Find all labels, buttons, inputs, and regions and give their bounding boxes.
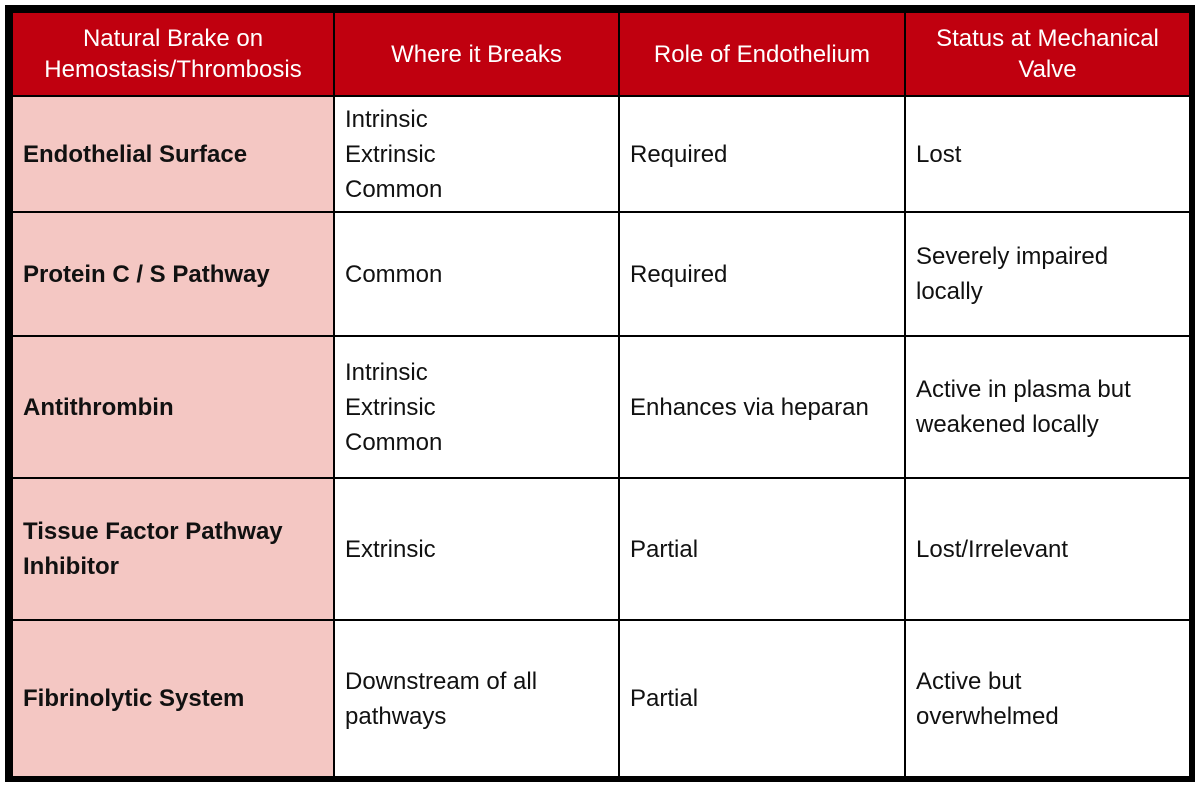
cell-text-line: Lost/Irrelevant (916, 535, 1069, 563)
cell-role (619, 336, 905, 478)
cell-text-line: Protein C / S Pathway (23, 260, 270, 288)
cell-where (334, 336, 619, 478)
cell-text-line: Endothelial Surface (23, 140, 248, 168)
header-text-line: Where it Breaks (391, 40, 562, 68)
header-text-line: Role of Endothelium (653, 40, 871, 68)
cell-status (905, 478, 1190, 620)
cell-where (334, 478, 619, 620)
cell-text-line: Active in plasma but (916, 376, 1131, 403)
cell-text-line: Required (630, 260, 728, 288)
cell-text-line: Severely impaired (916, 243, 1109, 270)
cell-where (334, 620, 619, 777)
cell-text-line: Fibrinolytic System (23, 685, 245, 712)
cell-role (619, 212, 905, 336)
cell-text-line: Extrinsic (345, 535, 436, 563)
cell-text-line: Enhances via heparan (630, 393, 869, 421)
cell-text-line: Intrinsic (345, 105, 428, 133)
cell-text-line: Antithrombin (23, 393, 174, 421)
table-row (12, 336, 1190, 478)
cell-text-line: Common (345, 175, 443, 203)
cell-text-line: Intrinsic (345, 358, 428, 386)
cell-text-line: Extrinsic (345, 140, 436, 168)
cell-text-line: Lost (916, 140, 962, 168)
cell-where (334, 212, 619, 336)
cell-text-line: weakened locally (916, 411, 1099, 438)
cell-text-line: Extrinsic (345, 393, 436, 421)
cell-text-line: Required (630, 140, 728, 168)
cell-text-line: Inhibitor (23, 553, 119, 580)
cell-text-line: overwhelmed (916, 702, 1059, 730)
cell-brake (12, 336, 334, 478)
header-text-line: Natural Brake on (82, 25, 264, 52)
cell-role (619, 478, 905, 620)
cell-text-line: Active but (916, 667, 1022, 695)
cell-status (905, 96, 1190, 212)
header-natural-brake (12, 12, 334, 96)
table-frame (5, 5, 1195, 782)
cell-brake (12, 212, 334, 336)
table-row (12, 96, 1190, 212)
table-row (12, 620, 1190, 777)
table-row (12, 478, 1190, 620)
table-row (12, 212, 1190, 336)
cell-text-line: Common (345, 428, 443, 456)
cell-text-line: locally (916, 278, 983, 305)
cell-brake (12, 478, 334, 620)
table-header-row (12, 12, 1190, 96)
header-text-line: Status at Mechanical (936, 25, 1159, 52)
cell-role (619, 620, 905, 777)
hemostasis-brakes-table (11, 11, 1191, 778)
cell-status (905, 212, 1190, 336)
cell-brake (12, 96, 334, 212)
cell-role (619, 96, 905, 212)
header-where-it-breaks (334, 12, 619, 96)
cell-brake (12, 620, 334, 777)
cell-text-line: Common (345, 260, 443, 288)
cell-text-line: Partial (630, 535, 699, 563)
header-role-of-endothelium (619, 12, 905, 96)
cell-status (905, 620, 1190, 777)
cell-text-line: pathways (345, 702, 447, 730)
cell-where (334, 96, 619, 212)
cell-text-line: Tissue Factor Pathway (23, 518, 283, 545)
header-status-at-valve (905, 12, 1190, 96)
header-text-line: Valve (1018, 56, 1077, 83)
cell-text-line: Partial (630, 685, 699, 712)
header-text-line: Hemostasis/Thrombosis (44, 56, 302, 83)
cell-text-line: Downstream of all (345, 667, 538, 695)
cell-status (905, 336, 1190, 478)
